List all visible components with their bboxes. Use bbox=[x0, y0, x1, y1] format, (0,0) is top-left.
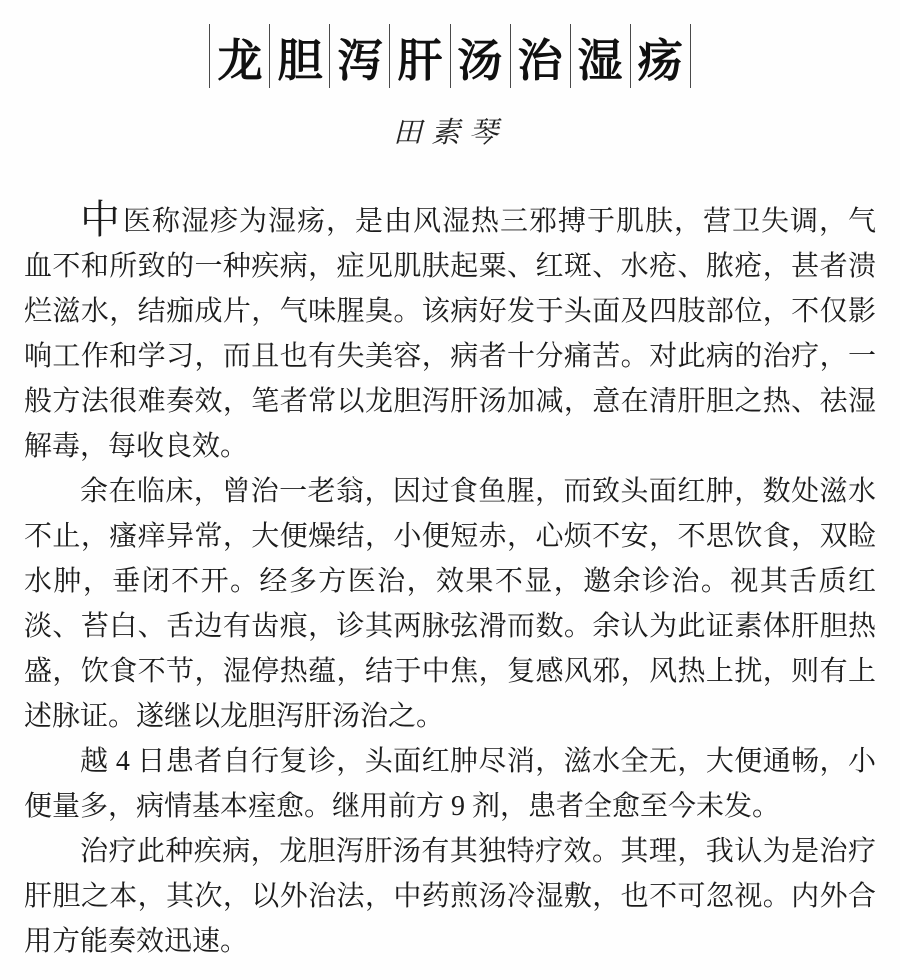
author-name: 田素琴 bbox=[392, 117, 507, 149]
article-title bbox=[0, 24, 900, 88]
title-char: 汤 bbox=[450, 24, 510, 88]
article-body bbox=[24, 197, 876, 964]
title-char: 泻 bbox=[329, 24, 389, 88]
paragraph-4: 治疗此种疾病，龙胆泻肝汤有其独特疗效。其理，我认为是治疗肝胆之本，其次，以外治法，中药煎汤冷湿敷，也不可忽视。内外合用方能奏效迅速。 bbox=[24, 836, 876, 957]
title-char: 胆 bbox=[269, 24, 329, 88]
title-char: 湿 bbox=[570, 24, 630, 88]
paragraph-2: 余在临床，曾治一老翁，因过食鱼腥，而致头面红肿，数处滋水不止，瘙痒异常，大便燥结，小便短赤，心烦不安，不思饮食，双睑水肿，垂闭不开。经多方医治，效果不显，邀余诊治。视其舌质红淡、苔白、舌边有齿痕，诊其两脉弦滑而数。余认为此证素体肝胆热盛，饮食不节，湿停热蕴，结于中焦，复感风邪，风热上扰，则有上述脉证。遂继以龙胆泻肝汤治之。 bbox=[24, 476, 876, 732]
title-char: 龙 bbox=[209, 24, 269, 88]
drop-cap: 中 bbox=[80, 197, 121, 242]
title-char: 疡 bbox=[630, 24, 691, 88]
paragraph-1 bbox=[24, 197, 876, 469]
title-char: 肝 bbox=[389, 24, 449, 88]
paragraph-1-text: 医称湿疹为湿疡，是由风湿热三邪搏于肌肤，营卫失调，气血不和所致的一种疾病，症见肌肤起粟、红斑、水疮、脓疮，甚者溃烂滋水，结痂成片，气味腥臭。该病好发于头面及四肢部位，不仅影响工作和学习，而且也有失美容，病者十分痛苦。对此病的治疗，一般方法很难奏效，笔者常以龙胆泻肝汤加减，意在清肝胆之热、祛湿解毒，每收良效。 bbox=[24, 206, 876, 462]
paragraph-3: 越 4 日患者自行复诊，头面红肿尽消，滋水全无，大便通畅，小便量多，病情基本痓愈。继用前方 9 剂，患者全愈至今未发。 bbox=[24, 746, 876, 822]
title-char: 治 bbox=[510, 24, 570, 88]
